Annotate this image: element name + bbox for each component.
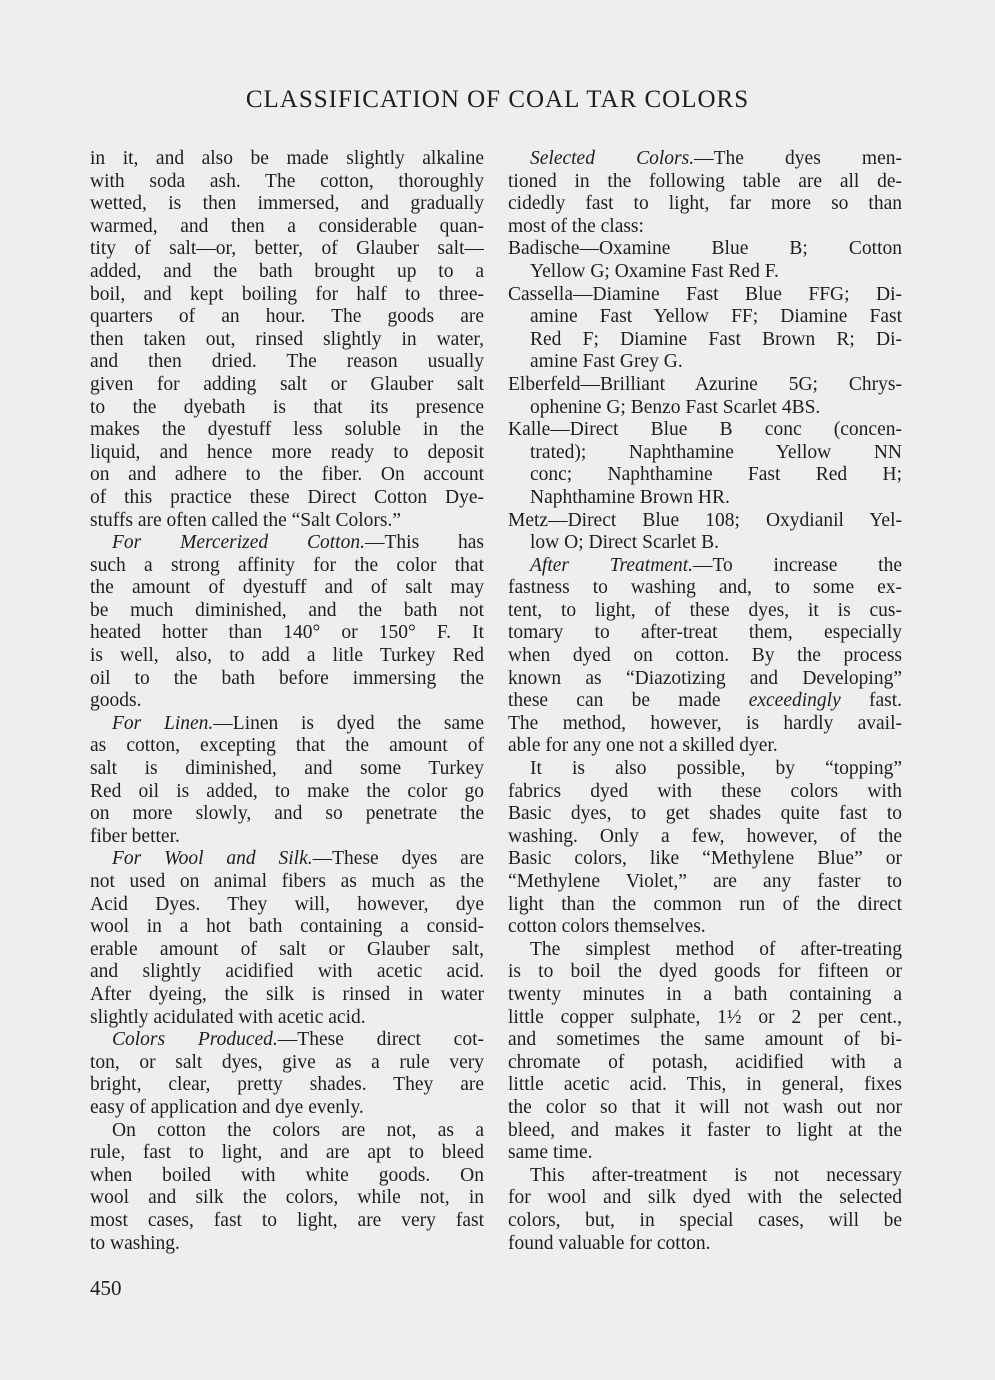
text-line: [508, 193, 902, 216]
text-line: [90, 577, 484, 600]
text-line: [508, 329, 902, 352]
text-line: [508, 916, 902, 939]
text-line: [90, 351, 484, 374]
text-line: [90, 216, 484, 239]
line-text: trated); Naphthamine Yellow NN: [530, 441, 902, 463]
text-line: [90, 939, 484, 962]
text-line: [90, 781, 484, 804]
paragraph-heading: For Linen.: [112, 712, 214, 734]
text-line: [90, 1029, 484, 1052]
line-text: —Linen is dyed the same: [213, 712, 484, 734]
line-text: makes the dyestuff less soluble in the: [90, 419, 484, 441]
line-text: these can be made: [508, 690, 749, 712]
text-line: [90, 510, 484, 533]
line-text: when boiled with white goods. On: [90, 1164, 484, 1186]
line-text: ophenine G; Benzo Fast Scarlet 4BS.: [530, 396, 821, 418]
text-line: [508, 600, 902, 623]
line-text: when dyed on cotton. By the process: [508, 645, 902, 667]
text-line: [90, 1074, 484, 1097]
line-text: This after-treatment is not necessary: [530, 1164, 902, 1186]
line-text: ton, or salt dyes, give as a rule very: [90, 1051, 484, 1073]
text-line: [508, 148, 902, 171]
text-line: [508, 1233, 902, 1256]
text-line: [508, 1142, 902, 1165]
line-text: The simplest method of after-treating: [530, 938, 902, 960]
text-line: [90, 871, 484, 894]
line-text: wool in a hot bath containing a consid-: [90, 916, 484, 938]
line-text: slightly acidulated with acetic acid.: [90, 1006, 366, 1028]
line-text: known as “Diazotizing and Developing”: [508, 667, 902, 689]
text-line: [90, 148, 484, 171]
line-text: fiber better.: [90, 825, 180, 847]
line-text: then taken out, rinsed slightly in water,: [90, 328, 484, 350]
text-line: [508, 1120, 902, 1143]
line-text: cidedly fast to light, far more so than: [508, 193, 902, 215]
line-text: quarters of an hour. The goods are: [90, 306, 484, 328]
line-text: easy of application and dye evenly.: [90, 1096, 364, 1118]
line-text: the amount of dyestuff and of salt may: [90, 577, 484, 599]
text-line: [90, 735, 484, 758]
line-text: with soda ash. The cotton, thoroughly: [90, 170, 484, 192]
text-line: [90, 487, 484, 510]
line-text: Naphthamine Brown HR.: [530, 486, 730, 508]
text-line: [90, 758, 484, 781]
text-line: [508, 848, 902, 871]
text-line: [508, 577, 902, 600]
text-line: [90, 894, 484, 917]
paragraph-heading: Colors Produced.: [112, 1029, 278, 1051]
text-line: [90, 193, 484, 216]
line-text: Red oil is added, to make the color go: [90, 780, 484, 802]
line-text: be much diminished, and the bath not: [90, 599, 484, 621]
line-text: such a strong affinity for the color that: [90, 554, 484, 576]
line-text: Elberfeld—Brilliant Azurine 5G; Chrys-: [508, 373, 902, 395]
text-line: [508, 939, 902, 962]
text-line: [90, 238, 484, 261]
line-text: The method, however, is hardly avail-: [508, 712, 902, 734]
line-text: and slightly acidified with acetic acid.: [90, 961, 484, 983]
text-line: [508, 216, 902, 239]
text-line: [90, 1097, 484, 1120]
text-line: [508, 622, 902, 645]
text-line: [90, 961, 484, 984]
text-line: [90, 668, 484, 691]
line-text: able for any one not a skilled dyer.: [508, 735, 778, 757]
line-text: Acid Dyes. They will, however, dye: [90, 893, 484, 915]
line-text: —To increase the: [692, 554, 902, 576]
text-line: [508, 1187, 902, 1210]
text-line: [508, 781, 902, 804]
line-text: light than the common run of the direct: [508, 893, 902, 915]
text-line: [90, 306, 484, 329]
line-text: tity of salt—or, better, of Glauber salt—: [90, 238, 484, 260]
line-text: bright, clear, pretty shades. They are: [90, 1074, 484, 1096]
text-line: [508, 1074, 902, 1097]
text-line: [508, 668, 902, 691]
text-line: [90, 1233, 484, 1256]
text-line: [90, 464, 484, 487]
line-text: of this practice these Direct Cotton Dye-: [90, 486, 484, 508]
line-text: goods.: [90, 690, 142, 712]
text-line: [90, 916, 484, 939]
line-text: salt is diminished, and some Turkey: [90, 758, 484, 780]
text-line: [508, 1210, 902, 1233]
line-text: tent, to light, of these dyes, it is cus-: [508, 599, 902, 621]
text-line: [508, 374, 902, 397]
text-line: [90, 261, 484, 284]
line-text: colors, but, in special cases, will be: [508, 1209, 902, 1231]
text-line: [90, 848, 484, 871]
text-line: [90, 284, 484, 307]
line-text: stuffs are often called the “Salt Colors.”: [90, 509, 402, 531]
text-line: [508, 690, 902, 713]
line-text: warmed, and then a considerable quan-: [90, 215, 484, 237]
text-line: [90, 374, 484, 397]
text-line: [508, 419, 902, 442]
text-line: [90, 1052, 484, 1075]
line-text: bleed, and makes it faster to light at the: [508, 1119, 902, 1141]
line-text: and then dried. The reason usually: [90, 351, 484, 373]
line-text: on and adhere to the fiber. On account: [90, 464, 484, 486]
line-text: Metz—Direct Blue 108; Oxydianil Yel-: [508, 509, 902, 531]
text-line: [90, 329, 484, 352]
line-text: most cases, fast to light, are very fast: [90, 1209, 484, 1231]
text-line: [90, 600, 484, 623]
text-line: [508, 826, 902, 849]
line-text: liquid, and hence more ready to deposit: [90, 441, 484, 463]
text-line: [90, 442, 484, 465]
text-line: [508, 487, 902, 510]
line-text: On cotton the colors are not, as a: [112, 1119, 484, 1141]
line-text: same time.: [508, 1142, 593, 1164]
text-line: [90, 690, 484, 713]
line-text: “Methylene Violet,” are any faster to: [508, 871, 902, 892]
text-line: [90, 1007, 484, 1030]
text-line: [508, 1029, 902, 1052]
line-text: After dyeing, the silk is rinsed in water: [90, 983, 484, 1005]
text-line: [90, 1142, 484, 1165]
text-line: [90, 555, 484, 578]
line-text: amine Fast Yellow FF; Diamine Fast: [530, 306, 902, 328]
text-line: [90, 1210, 484, 1233]
line-text: given for adding salt or Glauber salt: [90, 373, 484, 395]
text-line: [90, 171, 484, 194]
text-line: [508, 397, 902, 420]
emphasized-word: exceedingly: [748, 690, 841, 712]
text-line: [90, 803, 484, 826]
line-text: as cotton, excepting that the amount of: [90, 735, 484, 757]
paragraph-heading: For Wool and Silk.: [112, 848, 313, 870]
text-line: [508, 464, 902, 487]
line-text: added, and the bath brought up to a: [90, 260, 484, 282]
page-number: 450: [90, 1276, 122, 1300]
text-line: [508, 351, 902, 374]
paragraph-heading: Selected Colors.: [530, 148, 695, 169]
text-line: [508, 803, 902, 826]
line-text: tomary to after-treat them, especially: [508, 622, 902, 644]
text-line: [90, 645, 484, 668]
line-text: washing. Only a few, however, of the: [508, 825, 902, 847]
line-text: amine Fast Grey G.: [530, 351, 683, 373]
running-head: CLASSIFICATION OF COAL TAR COLORS: [245, 86, 750, 113]
line-text: and sometimes the same amount of bi-: [508, 1029, 902, 1051]
text-line: [508, 510, 902, 533]
line-text: to washing.: [90, 1232, 180, 1254]
line-text: Kalle—Direct Blue B conc (concen-: [508, 419, 902, 441]
line-text: tioned in the following table are all de-: [508, 170, 902, 192]
text-line: [90, 713, 484, 736]
line-text: —These dyes are: [312, 848, 484, 870]
text-line: [90, 419, 484, 442]
line-text: cotton colors themselves.: [508, 916, 706, 938]
text-line: [508, 984, 902, 1007]
line-text: on more slowly, and so penetrate the: [90, 803, 484, 825]
line-text: not used on animal fibers as much as the: [90, 871, 484, 892]
text-line: [508, 442, 902, 465]
text-line: [90, 1187, 484, 1210]
line-text: little acetic acid. This, in general, fixes: [508, 1074, 902, 1096]
text-line: [508, 735, 902, 758]
text-line: [508, 284, 902, 307]
line-text: Yellow G; Oxamine Fast Red F.: [530, 260, 779, 282]
text-line: [508, 758, 902, 781]
text-line: [508, 555, 902, 578]
line-text: conc; Naphthamine Fast Red H;: [530, 464, 902, 486]
text-line: [508, 238, 902, 261]
line-text: in it, and also be made slightly alkaline: [90, 148, 484, 169]
line-text: Basic colors, like “Methylene Blue” or: [508, 848, 902, 870]
text-line: [90, 622, 484, 645]
line-text: is to boil the dyed goods for fifteen or: [508, 961, 902, 983]
text-line: [508, 261, 902, 284]
line-text: is well, also, to add a litle Turkey Red: [90, 645, 484, 667]
line-text: heated hotter than 140° or 150° F. It: [90, 622, 484, 644]
text-line: [508, 961, 902, 984]
text-line: [508, 171, 902, 194]
line-text: It is also possible, by “topping”: [530, 758, 902, 780]
text-line: [508, 1007, 902, 1030]
text-line: [90, 397, 484, 420]
line-text: boil, and kept boiling for half to three-: [90, 283, 484, 305]
text-line: [90, 532, 484, 555]
line-text: most of the class:: [508, 215, 644, 237]
paragraph-heading: After Treatment.: [530, 554, 693, 576]
paragraph-heading: For Mercerized Cotton.: [112, 532, 365, 554]
text-line: [508, 532, 902, 555]
left-column: [90, 148, 484, 1255]
line-text: —These direct cot-: [277, 1029, 484, 1051]
line-text: Cassella—Diamine Fast Blue FFG; Di-: [508, 283, 902, 305]
text-line: [508, 306, 902, 329]
line-text: fast.: [840, 690, 902, 712]
line-text: erable amount of salt or Glauber salt,: [90, 938, 484, 960]
text-line: [90, 984, 484, 1007]
line-text: fastness to washing and, to some ex-: [508, 577, 902, 599]
text-line: [90, 1120, 484, 1143]
line-text: for wool and silk dyed with the selected: [508, 1187, 902, 1209]
text-line: [508, 1165, 902, 1188]
text-line: [508, 1097, 902, 1120]
text-line: [508, 645, 902, 668]
line-text: rule, fast to light, and are apt to bleed: [90, 1142, 484, 1164]
line-text: chromate of potash, acidified with a: [508, 1051, 902, 1073]
line-text: twenty minutes in a bath containing a: [508, 983, 902, 1005]
text-line: [90, 1165, 484, 1188]
line-text: to the dyebath is that its presence: [90, 396, 484, 418]
line-text: found valuable for cotton.: [508, 1232, 711, 1254]
line-text: low O; Direct Scarlet B.: [530, 532, 719, 554]
text-line: [508, 1052, 902, 1075]
line-text: wool and silk the colors, while not, in: [90, 1187, 484, 1209]
line-text: oil to the bath before immersing the: [90, 667, 484, 689]
line-text: Basic dyes, to get shades quite fast to: [508, 803, 902, 825]
line-text: fabrics dyed with these colors with: [508, 780, 902, 802]
line-text: wetted, is then immersed, and gradually: [90, 193, 484, 215]
line-text: —The dyes men-: [694, 148, 902, 169]
text-line: [508, 713, 902, 736]
line-text: Badische—Oxamine Blue B; Cotton: [508, 238, 902, 260]
line-text: Red F; Diamine Fast Brown R; Di-: [530, 328, 902, 350]
line-text: the color so that it will not wash out nor: [508, 1096, 902, 1118]
text-line: [90, 826, 484, 849]
text-line: [508, 894, 902, 917]
line-text: little copper sulphate, 1½ or 2 per cent.,: [508, 1006, 902, 1028]
right-column: [508, 148, 902, 1255]
line-text: —This has: [364, 532, 484, 554]
text-line: [508, 871, 902, 894]
